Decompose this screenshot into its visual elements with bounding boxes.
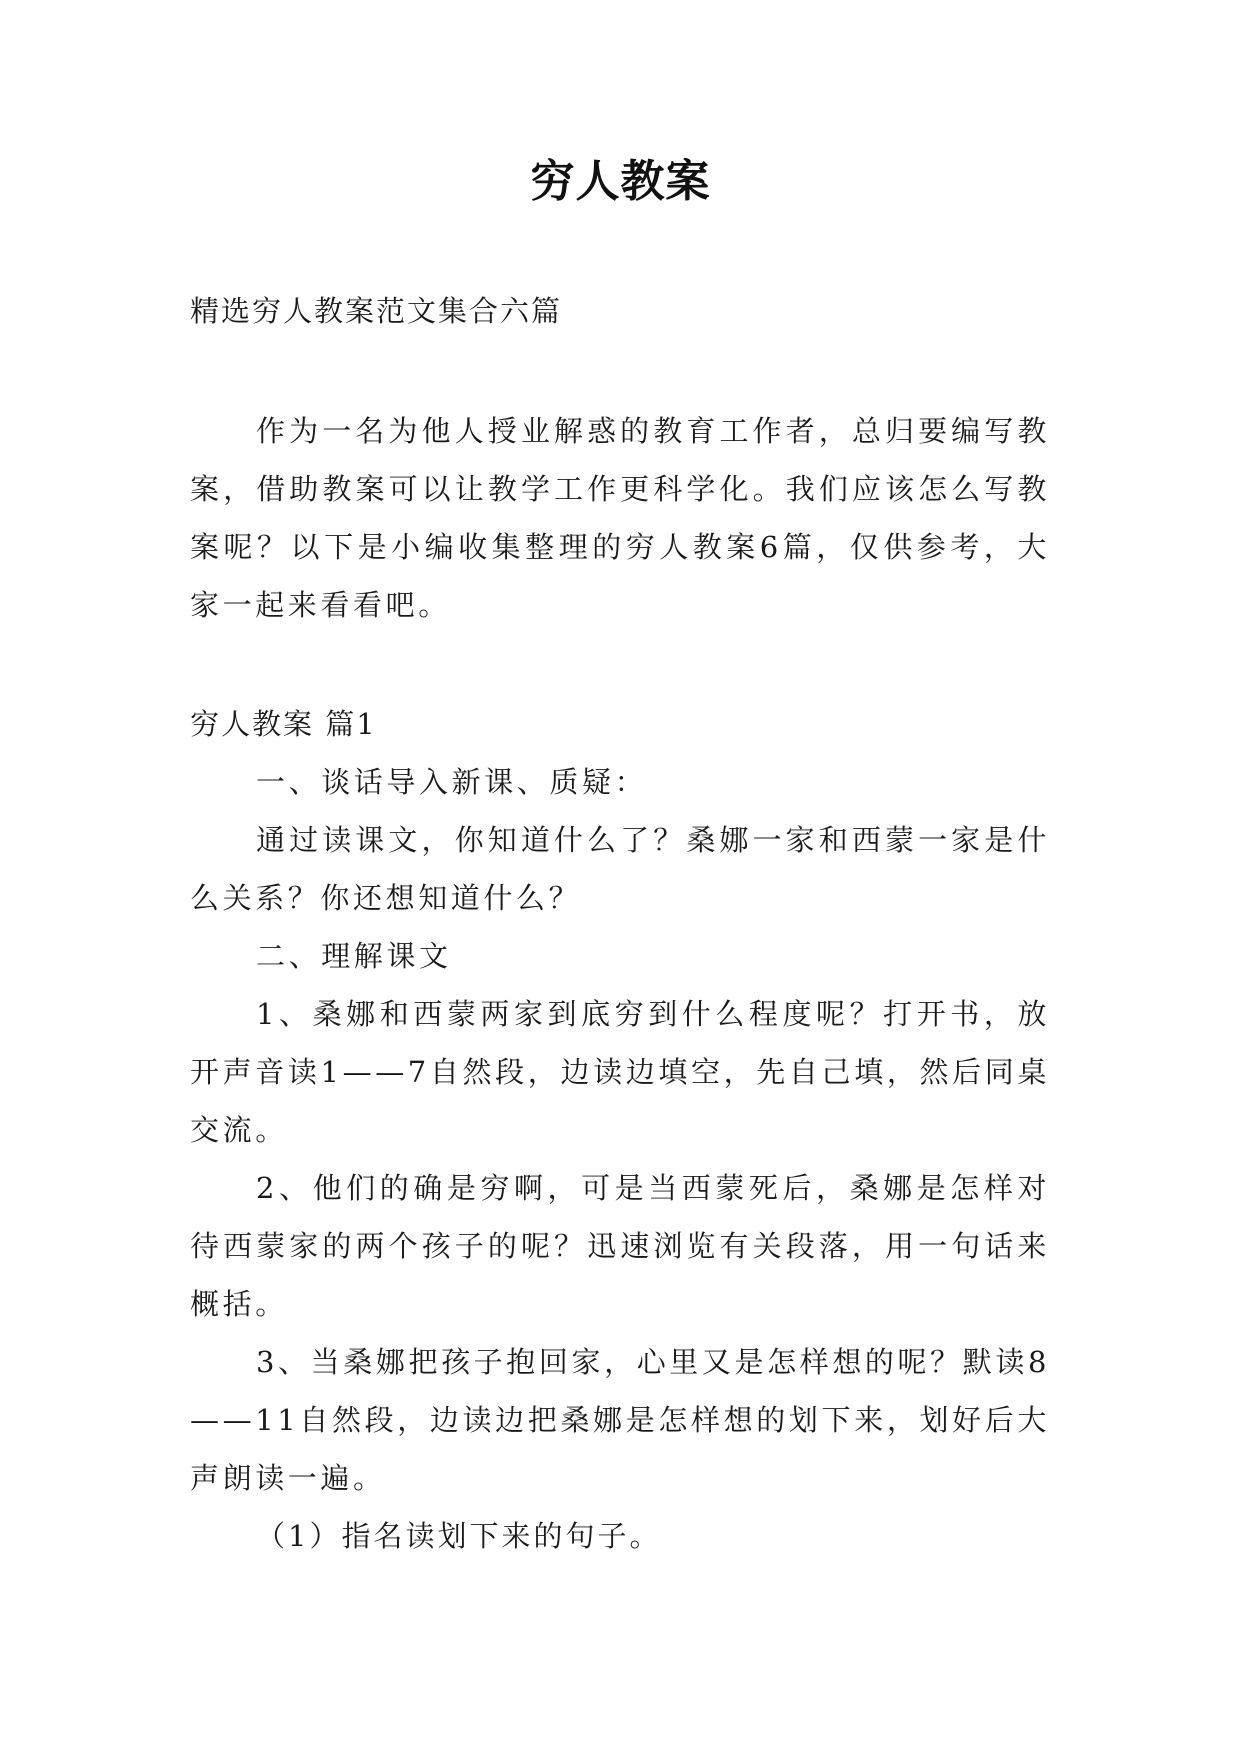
paragraph-4: 1、桑娜和西蒙两家到底穷到什么程度呢？打开书，放开声音读1——7自然段，边读边填空，先自己填，然后同桌交流。 (190, 997, 1050, 1147)
paragraph-3: 二、理解课文 (256, 939, 452, 973)
paragraph-6: 3、当桑娜把孩子抱回家，心里又是怎样想的呢？默读8——11自然段，边读边把桑娜是怎样想的划下来，划好后大声朗读一遍。 (190, 1345, 1050, 1495)
document-title: 穷人教案 (530, 156, 711, 207)
paragraph-1: 一、谈话导入新课、质疑： (256, 765, 648, 799)
paragraph-7: （1）指名读划下来的句子。 (256, 1519, 662, 1553)
paragraph-2: 通过读课文，你知道什么了？桑娜一家和西蒙一家是什么关系？你还想知道什么？ (190, 823, 1050, 915)
document-subtitle: 精选穷人教案范文集合六篇 (190, 294, 563, 328)
intro-paragraph: 作为一名为他人授业解惑的教育工作者，总归要编写教案，借助教案可以让教学工作更科学化。我们应该怎么写教案呢？以下是小编收集整理的穷人教案6篇，仅供参考，大家一起来看看吧。 (190, 414, 1050, 622)
paragraph-5: 2、他们的确是穷啊，可是当西蒙死后，桑娜是怎样对待西蒙家的两个孩子的呢？迅速浏览有关段落，用一句话来概括。 (190, 1171, 1050, 1321)
section-heading: 穷人教案 篇1 (190, 707, 377, 741)
